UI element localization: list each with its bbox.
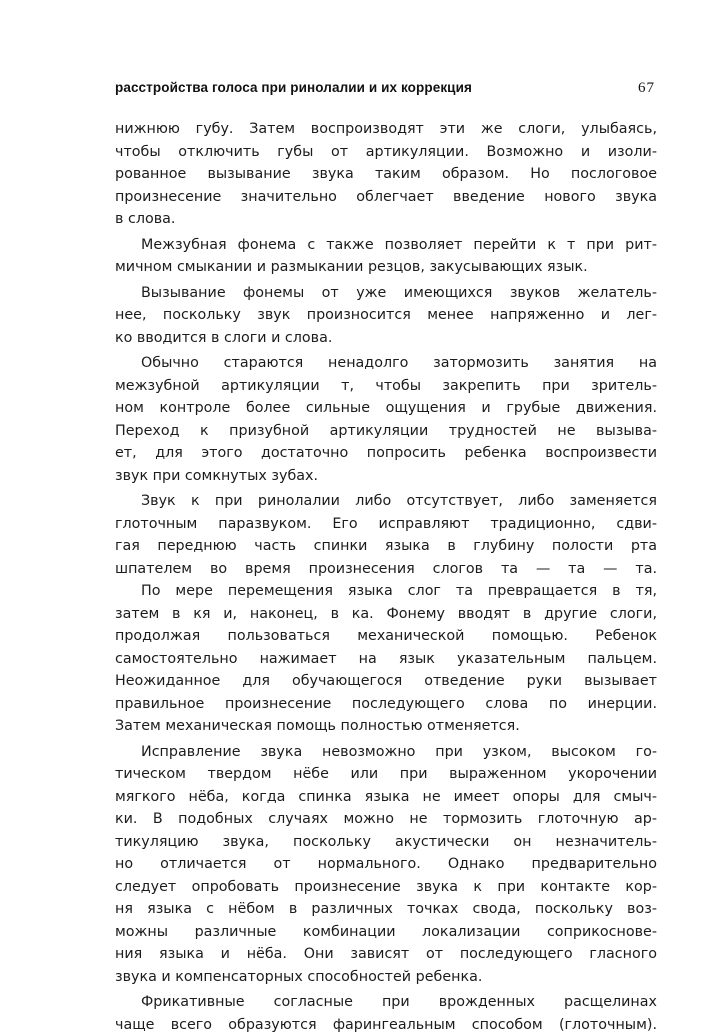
text-line: Переход к призубной артикуляции трудностей не вызыва-	[115, 420, 657, 443]
text-line: Обычно стараются ненадолго затормозить занятия на	[115, 352, 657, 375]
text-line: можны различные комбинации локализации соприкоснове-	[115, 921, 657, 944]
text-line: тикуляцию звука, поскольку акустически он незначитель-	[115, 831, 657, 854]
text-line: межзубной артикуляции т, чтобы закрепить при зритель-	[115, 375, 657, 398]
text-line: Вызывание фонемы от уже имеющихся звуков желатель-	[115, 282, 657, 305]
text-line: самостоятельно нажимает на язык указательным пальцем.	[115, 648, 657, 671]
body-text	[115, 118, 657, 1036]
text-line: Межзубная фонема с также позволяет перейти к т при рит-	[115, 234, 657, 257]
text-line: ки. В подобных случаях можно не тормозить глоточную ар-	[115, 808, 657, 831]
page-number: 67	[638, 80, 655, 97]
text-line: гая переднюю часть спинки языка в глубину полости рта	[115, 535, 657, 558]
text-line: мягкого нёба, когда спинка языка не имеет опоры для смыч-	[115, 786, 657, 809]
text-line: чаще всего образуются фарингеальным способом (глоточным).	[115, 1014, 657, 1036]
text-line: Звук к при ринолалии либо отсутствует, либо заменяется	[115, 490, 657, 513]
text-line: следует опробовать произнесение звука к при контакте кор-	[115, 876, 657, 899]
text-line: нее, поскольку звук произносится менее напряженно и лег-	[115, 304, 657, 327]
text-line: но отличается от нормального. Однако предварительно	[115, 853, 657, 876]
text-line: продолжая пользоваться механической помощью. Ребенок	[115, 625, 657, 648]
text-line: затем в кя и, наконец, в ка. Фонему вводят в другие слоги,	[115, 603, 657, 626]
text-line: ном контроле более сильные ощущения и грубые движения.	[115, 397, 657, 420]
text-line: нижнюю губу. Затем воспроизводят эти же слоги, улыбаясь,	[115, 118, 657, 141]
text-line: ко вводится в слоги и слова.	[115, 327, 657, 350]
text-line: чтобы отключить губы от артикуляции. Возможно и изоли-	[115, 141, 657, 164]
text-line: Неожиданное для обучающегося отведение руки вызывает	[115, 670, 657, 693]
text-line: ния языка и нёба. Они зависят от последующего гласного	[115, 943, 657, 966]
text-line: По мере перемещения языка слог та превращается в тя,	[115, 580, 657, 603]
text-line: Затем механическая помощь полностью отменяется.	[115, 715, 657, 738]
text-line: звука и компенсаторных способностей ребенка.	[115, 966, 657, 989]
text-line: шпателем во время произнесения слогов та — та — та.	[115, 558, 657, 581]
text-line: рованное вызывание звука таким образом. Но послоговое	[115, 163, 657, 186]
text-line: ня языка с нёбом в различных точках свода, поскольку воз-	[115, 898, 657, 921]
text-line: правильное произнесение последующего слова по инерции.	[115, 693, 657, 716]
text-line: Фрикативные согласные при врожденных расщелинах	[115, 991, 657, 1014]
running-header	[115, 80, 655, 100]
running-header-title: расстройства голоса при ринолалии и их коррекция	[115, 80, 472, 95]
text-line: произнесение значительно облегчает введение нового звука	[115, 186, 657, 209]
text-line: звук при сомкнутых зубах.	[115, 465, 657, 488]
text-line: Исправление звука невозможно при узком, высоком го-	[115, 741, 657, 764]
text-line: ет, для этого достаточно попросить ребенка воспроизвести	[115, 442, 657, 465]
text-line: тическом твердом нёбе или при выраженном укорочении	[115, 763, 657, 786]
text-line: в слова.	[115, 208, 657, 231]
text-line: мичном смыкании и размыкании резцов, закусывающих язык.	[115, 256, 657, 279]
text-line: глоточным паразвуком. Его исправляют традиционно, сдви-	[115, 513, 657, 536]
